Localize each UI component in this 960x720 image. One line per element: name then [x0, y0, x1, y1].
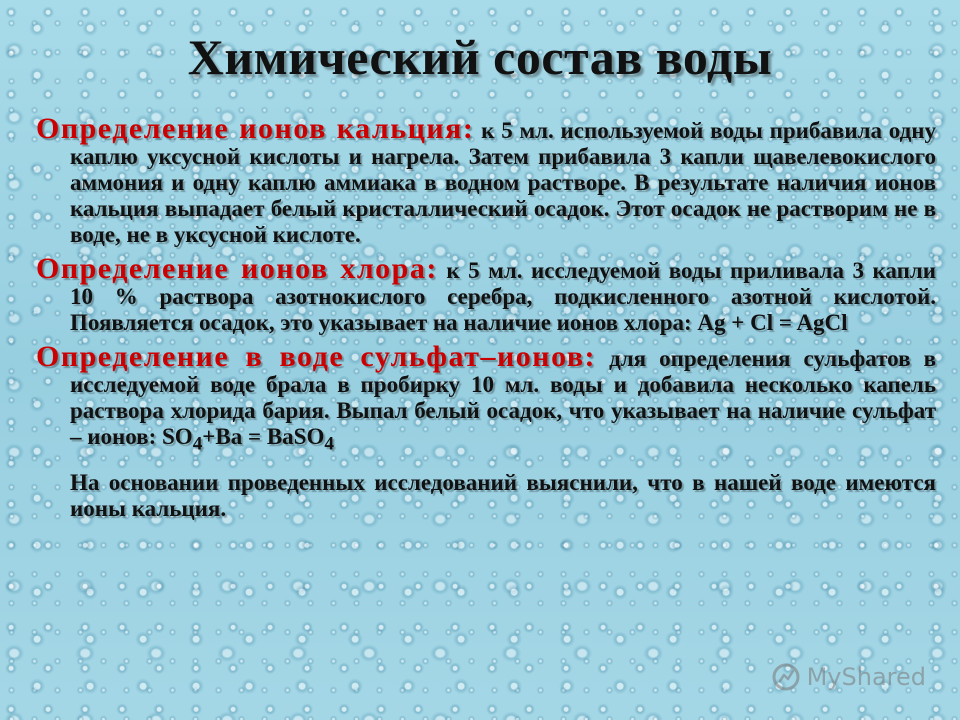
paragraph-conclusion: На основании проведенных исследований выяснили, что в нашей воде имеются ионы кальция. [70, 469, 936, 521]
paragraph-text-chlorine: к 5 мл. исследуемой воды приливала 3 капли 10 % раствора азотнокислого серебра, подкисленного азотной кислотой. Появляется осадок, это указывает на наличие ионов хлора: Ag + Cl = AgCl [70, 258, 936, 335]
subscript-sulfate: 4 [192, 433, 203, 455]
paragraph-text-calcium: к 5 мл. используемой воды прибавила одну каплю уксусной кислоты и нагрела. Затем прибавила 3 капли щавелевокислого аммония и одну каплю аммиака в водном растворе. В результате наличия ионов кальция выпадает белый кристаллический осадок. Этот осадок не растворим не в воде, не в уксусной кислоте. [70, 118, 937, 247]
slide-content [36, 112, 937, 530]
paragraph-sulfate [36, 340, 936, 458]
slide-title: Химический состав воды [187, 29, 773, 85]
paragraph-chlorine [36, 252, 936, 336]
paragraph-text-sulfate-equation: +Ba = BaSO [202, 424, 325, 449]
watermark-text: MyShared [806, 663, 926, 691]
paragraph-text-sulfate: для определения сульфатов в исследуемой воде брала в пробирку 10 мл. воды и добавила несколько капель раствора хлорида бария. Выпал белый осадок, что указывает на наличие сульфат – ионов: SO [70, 346, 936, 449]
myshared-logo-icon [771, 662, 801, 692]
paragraph-heading-chlorine: Определение ионов хлора: [36, 252, 438, 285]
paragraph-calcium [36, 112, 937, 248]
watermark [771, 662, 926, 692]
subscript-barium-sulfate: 4 [324, 433, 334, 455]
paragraph-heading-sulfate: Определение в воде сульфат–ионов: [36, 340, 597, 373]
paragraph-heading-calcium: Определение ионов кальция: [36, 112, 475, 145]
